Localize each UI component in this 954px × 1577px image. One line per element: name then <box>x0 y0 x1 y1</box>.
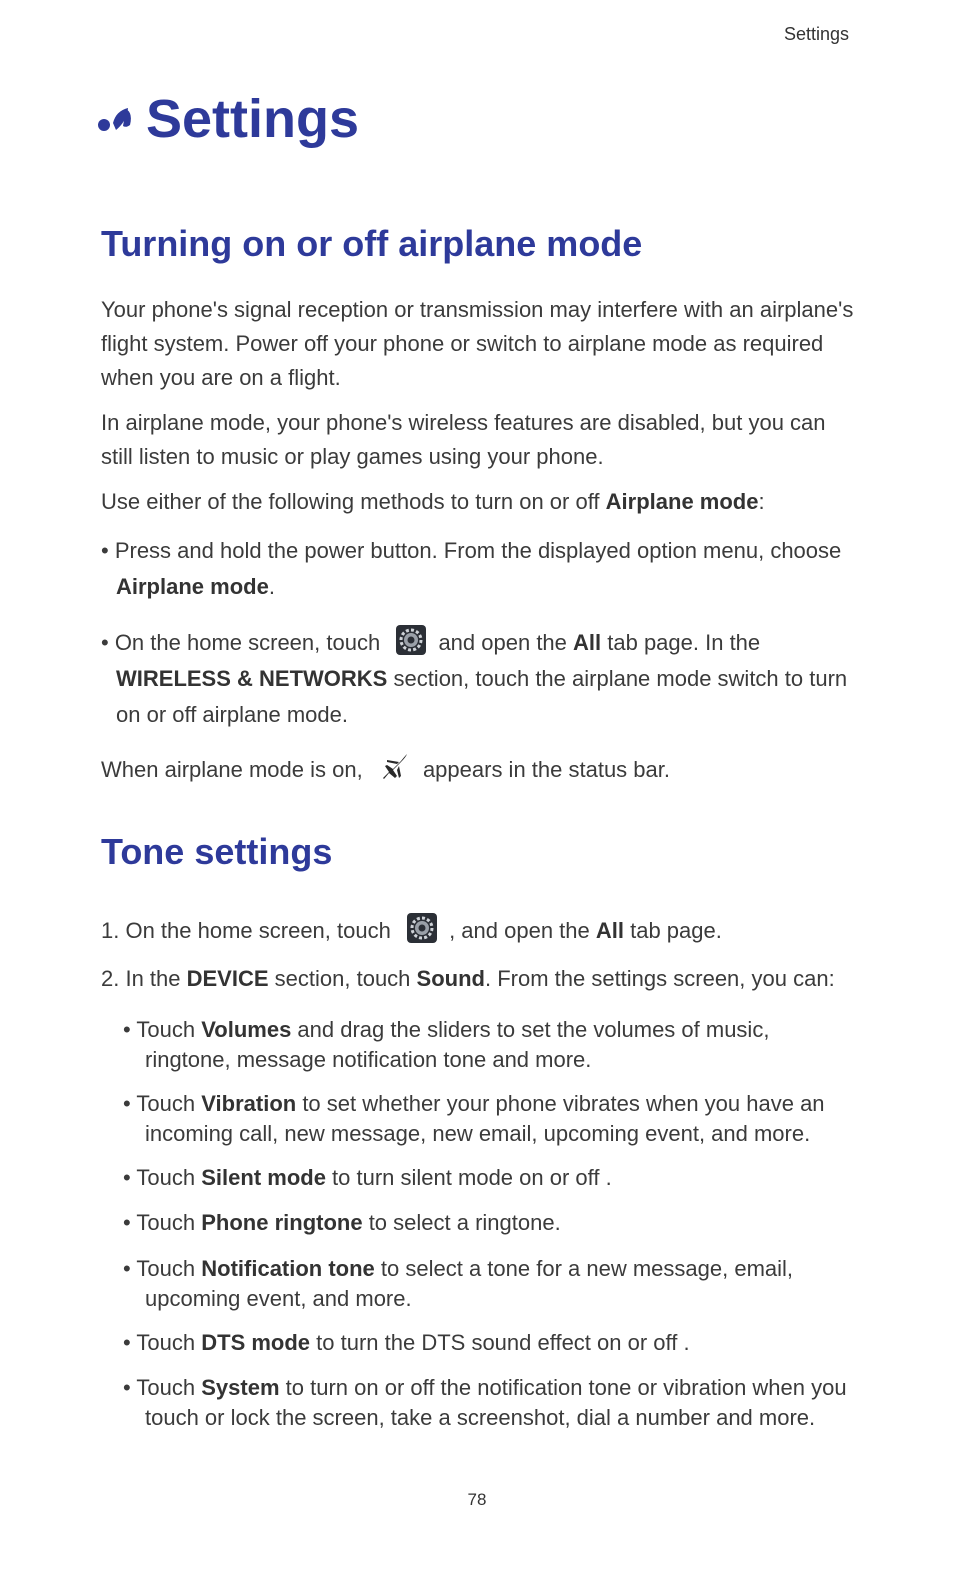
airplane-para-3: Use either of the following methods to turn on or off Airplane mode: <box>101 489 765 514</box>
tone-item-dts-mode: • Touch DTS mode to turn the DTS sound effect on or off . <box>123 1330 690 1355</box>
page-number: 78 <box>467 1490 487 1509</box>
tone-item-phone-ringtone: • Touch Phone ringtone to select a ringtone. <box>123 1210 561 1235</box>
airplane-status-text: When airplane mode is on, appears in the status bar. <box>101 753 861 787</box>
tone-step-2: 2. In the DEVICE section, touch Sound. From the settings screen, you can: <box>101 966 835 991</box>
tone-item-vibration: • Touch Vibration to set whether your phone vibrates when you have an incoming call, new message, new email, upcoming event, and more. <box>123 1091 825 1146</box>
airplane-para-2: In airplane mode, your phone's wireless features are disabled, but you can still listen to music or play games using your phone. <box>101 410 826 469</box>
running-header: Settings <box>783 24 849 44</box>
airplane-bullet-2: • On the home screen, touch and open the All tab page. In the WIRELESS & NETWORKS section, touch the airplane mode switch to turn on or off airplane mode. <box>101 625 861 733</box>
tone-step-1: 1. On the home screen, touch , and open the All tab page. <box>101 914 861 948</box>
tone-item-notification-tone: • Touch Notification tone to select a tone for a new message, email, upcoming event, and more. <box>123 1256 794 1311</box>
tone-item-system: • Touch System to turn on or off the notification tone or vibration when you touch or lock the screen, take a screenshot, dial a number and more. <box>123 1375 847 1430</box>
tone-item-silent-mode: • Touch Silent mode to turn silent mode on or off . <box>123 1165 612 1190</box>
settings-gear-icon <box>396 625 426 655</box>
tone-heading: Tone settings <box>101 831 333 872</box>
tone-item-volumes: • Touch Volumes and drag the sliders to set the volumes of music, ringtone, message notification tone and more. <box>123 1017 770 1072</box>
settings-gear-icon <box>407 913 437 943</box>
chapter-icon <box>96 99 136 139</box>
airplane-bullet-1: • Press and hold the power button. From the displayed option menu, choose Airplane mode. <box>101 538 842 599</box>
chapter-title-row <box>96 89 360 149</box>
airplane-heading: Turning on or off airplane mode <box>101 223 643 264</box>
page-title: Settings <box>146 89 360 149</box>
airplane-icon <box>379 750 411 782</box>
airplane-para-1: Your phone's signal reception or transmission may interfere with an airplane's flight system. Power off your phone or switch to airplane mode as required when you are on a flight. <box>101 297 854 390</box>
